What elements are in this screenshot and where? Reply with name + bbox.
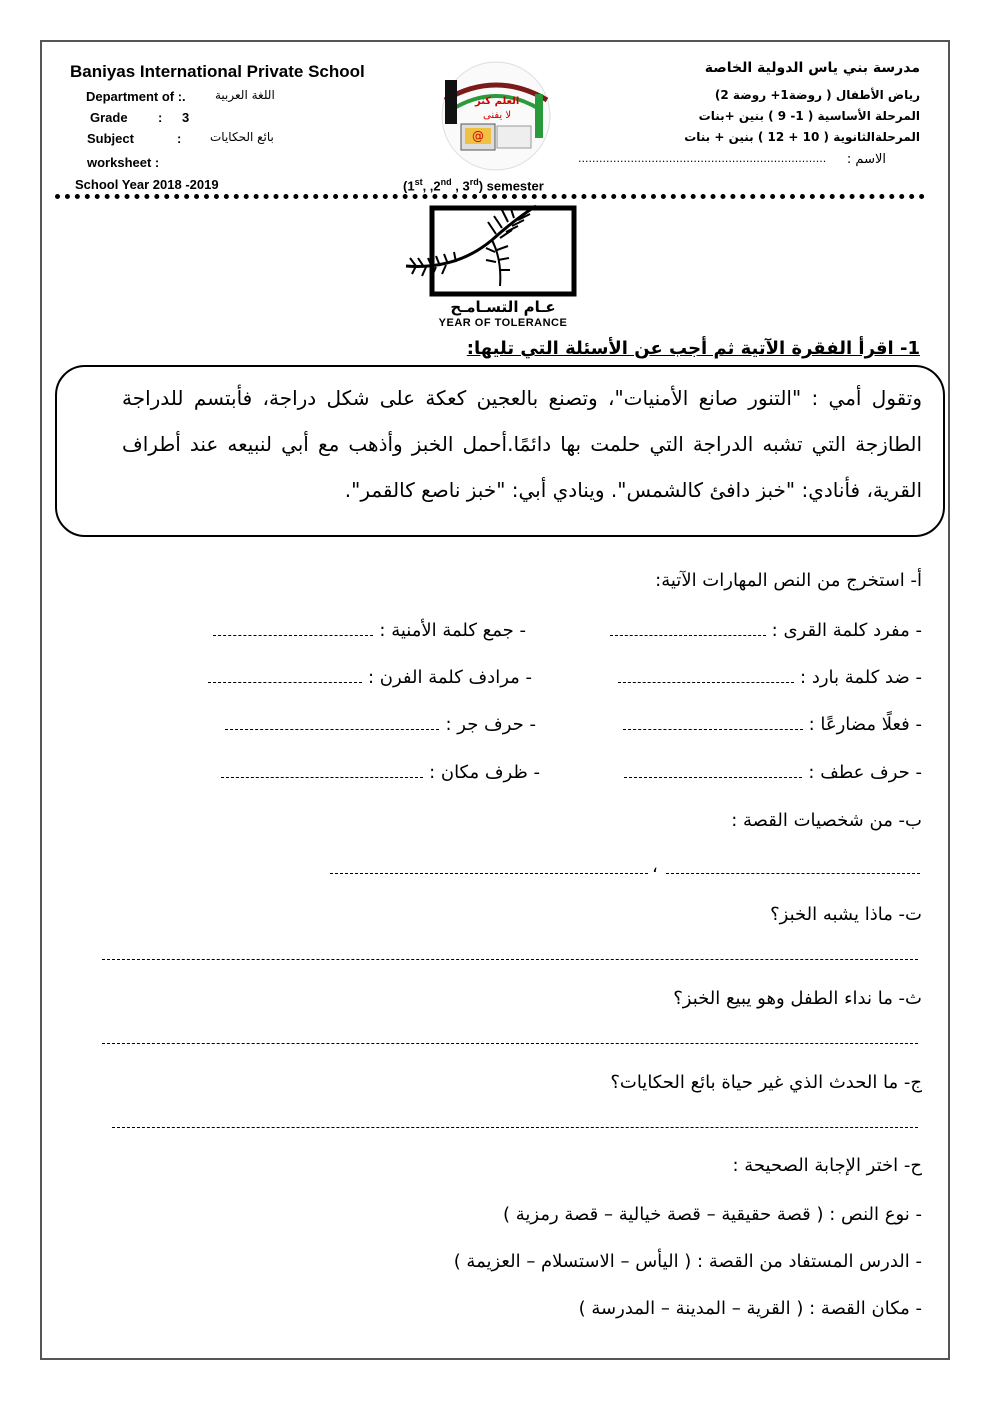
secondary-line: المرحلةالثانوية ( 10 + 12 ) بنين + بنات: [684, 130, 920, 144]
department-label: Department of :.: [86, 89, 186, 104]
field-adverb-place[interactable]: [221, 762, 540, 783]
field-plural[interactable]: [213, 620, 526, 641]
kg-line: رياض الأطفال ( روضة1+ روضة 2): [714, 88, 920, 102]
field-preposition[interactable]: [225, 714, 536, 735]
comma-separator: ،: [652, 856, 658, 877]
answer-line[interactable]: [213, 635, 373, 636]
subject-colon: :: [177, 131, 182, 146]
field-label: - مرادف كلمة الفرن :: [367, 667, 532, 688]
field-synonym[interactable]: [208, 667, 532, 688]
school-name-ar: مدرسة بني ياس الدولية الخاصة: [704, 60, 920, 76]
name-field[interactable]: .......................................................................: [578, 152, 827, 165]
field-label: - حرف عطف :: [808, 762, 922, 783]
part-th-title: ث- ما نداء الطفل وهو يبيع الخبز؟: [673, 988, 922, 1009]
semester: (1st, ,2nd , 3rd) semester: [403, 177, 544, 194]
svg-text:@: @: [472, 129, 484, 143]
field-label: - فعلًا مضارعًا :: [808, 714, 922, 735]
field-label: - ضد كلمة بارد :: [800, 667, 922, 688]
choice-place[interactable]: - مكان القصة : ( القرية – المدينة – المدرسة ): [578, 1298, 922, 1319]
school-year: School Year 2018 -2019: [75, 177, 219, 192]
field-conjunction[interactable]: [624, 762, 922, 783]
name-label: الاسم :: [846, 152, 886, 167]
part-j-title: ج- ما الحدث الذي غير حياة بائع الحكايات؟: [610, 1072, 922, 1093]
answer-line-event[interactable]: [112, 1127, 918, 1128]
school-name-en: Baniyas International Private School: [70, 62, 365, 81]
passage-text: وتقول أمي : "التنور صانع الأمنيات"، وتصنع بالعجين كعكة على شكل دراجة، فأبتسم للدراجة الطازجة التي تشبه الدراجة التي حلمت بها دائمًا.أحمل الخبز وأذهب مع أبي لنبيعه عند أطراف القرية، فأنادي: "خبز دافئ كالشمس". وينادي أبي: "خبز ناصع كالقمر".: [122, 386, 922, 502]
answer-line[interactable]: [208, 682, 362, 683]
question1-title: 1- اقرأ الفقرة الآتية ثم أجب عن الأسئلة التي تليها:: [466, 338, 920, 359]
school-logo: [415, 60, 577, 172]
choice-text-type[interactable]: - نوع النص : ( قصة حقيقية – قصة خيالية – قصة رمزية ): [503, 1204, 922, 1225]
answer-line[interactable]: [221, 777, 423, 778]
subject-value: بائع الحكايات: [210, 130, 274, 144]
part-b-title: ب- من شخصيات القصة :: [731, 810, 922, 831]
choice-lesson[interactable]: - الدرس المستفاد من القصة : ( اليأس – الاستسلام – العزيمة ): [453, 1251, 922, 1272]
field-label: - مفرد كلمة القرى :: [771, 620, 922, 641]
header-separator: [55, 194, 925, 199]
answer-line[interactable]: [623, 729, 803, 730]
tolerance-emblem: [396, 200, 580, 330]
part-h-title: ح- اختر الإجابة الصحيحة :: [732, 1155, 922, 1176]
tolerance-ar: عـام التسـامـح: [450, 298, 556, 316]
answer-line[interactable]: [610, 635, 766, 636]
logo-text-2: لا يفنى: [483, 110, 512, 121]
field-antonym[interactable]: [618, 667, 922, 688]
subject-label: Subject: [87, 131, 134, 146]
answer-line-call[interactable]: [102, 1043, 918, 1044]
grade-value: 3: [182, 110, 190, 125]
answer-line-character-1[interactable]: [666, 873, 920, 874]
part-t-title: ت- ماذا يشبه الخبز؟: [770, 904, 922, 925]
answer-line-character-2[interactable]: [330, 873, 648, 874]
field-singular[interactable]: [610, 620, 922, 641]
answer-line[interactable]: [225, 729, 439, 730]
answer-line-bread[interactable]: [102, 959, 918, 960]
worksheet-label: worksheet :: [87, 155, 160, 170]
field-label: - حرف جر :: [445, 714, 536, 735]
basic-line: المرحلة الأساسية ( 1- 9 ) بنين +بنات: [698, 109, 920, 123]
answer-line[interactable]: [624, 777, 802, 778]
department-value: اللغة العربية: [215, 88, 275, 102]
field-label: - ظرف مكان :: [429, 762, 540, 783]
tolerance-en: YEAR OF TOLERANCE: [438, 317, 568, 329]
grade-colon: :: [158, 110, 163, 125]
answer-line[interactable]: [618, 682, 794, 683]
part-a-title: أ- استخرج من النص المهارات الآتية:: [655, 570, 922, 591]
logo-text-1: العلم كنز: [475, 96, 520, 107]
field-verb[interactable]: [623, 714, 922, 735]
field-label: - جمع كلمة الأمنية :: [379, 620, 526, 641]
grade-label: Grade: [90, 110, 128, 125]
